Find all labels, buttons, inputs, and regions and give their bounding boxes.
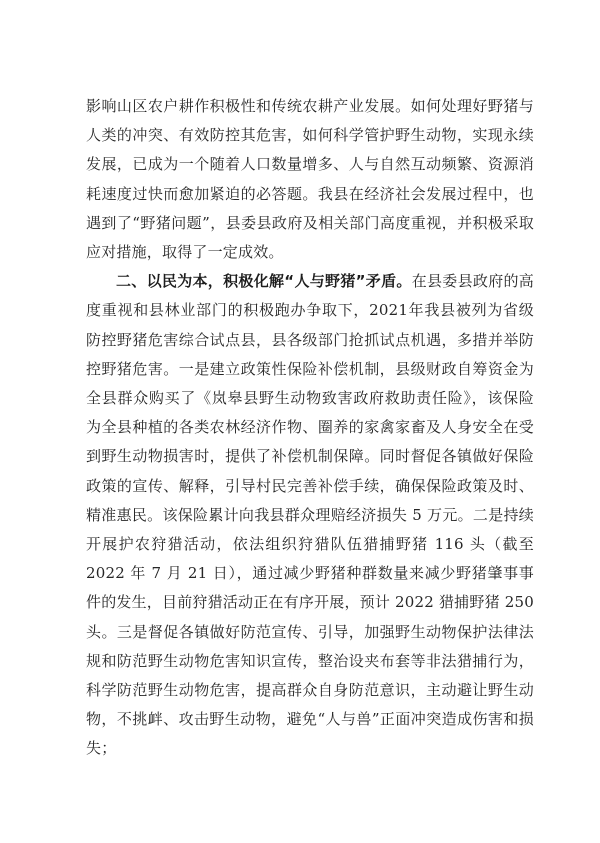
paragraph-1-text: 影响山区农户耕作积极性和传统农耕产业发展。如何处理好野猪与人类的冲突、有效防控其危害，如何科学管护野生动物，实现永续发展，已成为一个随着人口数量增多、人与自然互动频繁、资源消耗速度过快而愈加紧迫的必答题。我县在经济社会发展过程中，也遇到了“野猪问题”，县委县政府及相关部门高度重视，并积极采取应对措施，取得了一定成效。: [86, 97, 534, 262]
paragraph-continuation: [86, 92, 534, 267]
document-body: [86, 92, 534, 764]
paragraph-section-two: [86, 267, 534, 763]
section-heading: 二、以民为本，积极化解“人与野猪”矛盾。: [116, 272, 412, 291]
paragraph-2-text: 在县委县政府的高度重视和县林业部门的积极跑办争取下，2021年我县被列为省级防控野猪危害综合试点县，县各级部门抢抓试点机遇，多措并举防控野猪危害。一是建立政策性保险补偿机制，县级财政自筹资金为全县群众购买了《岚皋县野生动物致害政府救助责任险》，该保险为全县种植的各类农林经济作物、圈养的家禽家畜及人身安全在受到野生动物损害时，提供了补偿机制保障。同时督促各镇做好保险政策的宣传、解释，引导村民完善补偿手续，确保保险政策及时、精准惠民。该保险累计向我县群众理赔经济损失 5 万元。二是持续开展护农狩猎活动，依法组织狩猎队伍猎捕野猪 116 头（截至 2022 年 7 月 21 日），通过减少野猪种群数量来减少野猪肇事事件的发生，目前狩猎活动正在有序开展，预计 2022 猎捕野猪 250 头。三是督促各镇做好防范宣传、引导，加强野生动物保护法律法规和防范野生动物危害知识宣传，整治设夹布套等非法猎捕行为，科学防范野生动物危害，提高群众自身防范意识，主动避让野生动物，不挑衅、攻击野生动物，避免“人与兽”正面冲突造成伤害和损失；: [86, 272, 534, 758]
